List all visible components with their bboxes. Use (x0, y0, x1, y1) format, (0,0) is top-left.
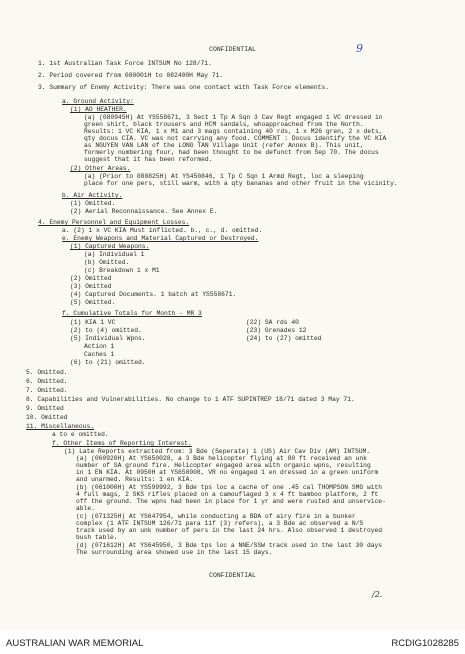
text-line: 8. Capabilities and Vulnerabilities. No change to 1 ATF SUPINTREP 18/71 dated 3 May 71. (26, 396, 355, 403)
text-line: 9. Omitted (26, 405, 64, 412)
text-line: (b) (061000H) At YS599992, 3 Bde tps loc a cache of one .45 cal THOMPSON SMG with (76, 484, 383, 491)
text-line: (1) Captured Weapons. (70, 243, 150, 250)
text-line: in 1 EN KIA. At 0950H at YS658008, VR no engaged 1 en dressed in a green uniform (76, 469, 379, 476)
text-line: (b) Omitted. (84, 259, 130, 266)
text-line: (1) Late Reports extracted from: 3 Bde (Seperate) 1 (US) Air Cav Div (AM) INTSUM. (64, 448, 371, 455)
text-line: (a) (060920H) At YS650028, a 3 Bde helicopter flying at 80 ft received an unk (76, 455, 367, 462)
text-line: able. (76, 505, 95, 512)
text-line: (c) Breakdown 1 x M1 (84, 267, 160, 274)
text-line: Action 1 (84, 343, 115, 350)
text-line: (22) SA rds 40 (246, 319, 299, 326)
text-line: a. (2) 1 x VC KIA Must inflicted. b., c., d. omitted. (62, 227, 263, 234)
footer-bar (0, 630, 465, 654)
text-line: (2) Omitted (70, 275, 112, 282)
text-line: (a) (080945H) At YS558671, 3 Sect 1 Tp A Sqn 3 Cav Regt engaged 1 VC dressed in (84, 114, 383, 121)
text-line: 5. Omitted. (26, 369, 68, 376)
text-line: 1. 1st Australian Task Force INTSUM No 128/71. (38, 60, 212, 67)
text-line: track used by an unk number of pers in the last 24 hrs. Also observed 1 destroyed (76, 527, 383, 534)
text-line: (a) Individual 1 (84, 251, 145, 258)
text-line: (24) to (27) omitted (246, 335, 322, 342)
text-line: f. Other Items of Reporting Interest. (52, 440, 192, 447)
text-line: 7. Omitted. (26, 387, 68, 394)
text-line: off the ground. The wpns had been in place for 1 yr and were rusted and unservice- (76, 498, 386, 505)
text-line: (5) Omitted. (70, 299, 116, 306)
classification-bottom: CONFIDENTIAL (209, 572, 256, 579)
text-line: 2. Period covered from 080001H to 082400H May 71. (38, 72, 224, 79)
text-line: and unarmed. Results: 1 en KIA. (76, 476, 194, 483)
text-line: b. Air Activity. (62, 192, 123, 199)
text-line: (5) Individual Wpns. (70, 335, 146, 342)
text-line: (1) AO HEATHER. (70, 106, 127, 113)
text-line: (d) (071612H) At YS645950, 3 Bde tps loc a NNE/SSW track used in the last 30 days (76, 542, 383, 549)
text-line: qty docus CIA. VC was not carrying any food. COMMENT : Docus identify the VC KIA (84, 135, 387, 142)
text-line: (1) KIA 1 VC (70, 319, 116, 326)
text-line: Caches 1 (84, 351, 115, 358)
text-line: (2) to (4) omitted. (70, 327, 142, 334)
classification-top: CONFIDENTIAL (209, 46, 256, 53)
text-line: 10. Omitted (26, 414, 68, 421)
page-number: /2. (372, 590, 383, 599)
text-line: number of SA ground fire. Helicopter engaged area with organic wpns, resulting (76, 462, 371, 469)
text-line: 4 full mags, 2 SKS rifles placed on a camouflaged 3 x 4 ft bamboo platform, 2 ft (76, 491, 379, 498)
text-line: suggest that it has been reformed. (84, 156, 213, 163)
text-line: (1) Omitted. (70, 200, 116, 207)
text-line: (2) Other Areas. (70, 165, 131, 172)
text-line: 6. Omitted. (26, 378, 68, 385)
text-line: a to e omitted. (52, 431, 109, 438)
text-line: (a) (Prior to 080825H) At YS450846, 1 Tp C Sqn 1 Armd Regt, loc a sleeping (84, 173, 364, 180)
text-line: (c) (071325H) At YS647954, while conducting a BDA of airy fire in a bunker (76, 513, 356, 520)
text-line: as NGUYEN VAN LAN of the LONG TAN Village Unit (refer Annex B). This unit, (84, 142, 364, 149)
text-line: place for one pers, still warm, with a qty bananas and other fruit in the vicinity. (84, 180, 398, 187)
text-line: Results: 1 VC KIA, 1 x M1 and 3 mags containing 40 rds, 1 x M26 gren, 2 x dets, (84, 128, 383, 135)
text-line: (2) Aerial Reconnaissance. See Annex E. (70, 208, 218, 215)
handwritten-page-mark: 9 (356, 42, 363, 55)
text-line: 4. Enemy Personnel and Equipment Losses. (38, 219, 190, 226)
text-line: formerly numbering four, had been thought to be defunct from Sep 70. The docus (84, 149, 379, 156)
text-line: f. Cumulative Totals for Month - MR 3 (62, 310, 202, 317)
text-line: e. Enemy Weapons and Material Captured or Destroyed. (62, 235, 259, 242)
footer-source: AUSTRALIAN WAR MEMORIAL (6, 638, 144, 649)
text-line: bush table. (76, 534, 118, 541)
text-line: 3. Summary of Enemy Activity: There was one contact with Task Force elements. (38, 84, 329, 91)
text-line: green shirt, black trousers and HCM sandals, whoapproached from the North. (84, 121, 364, 128)
text-line: (23) Grenades 12 (246, 327, 307, 334)
text-line: (4) Captured Documents. 1 batch at YS558671. (70, 291, 237, 298)
footer-reference: RCDIG1028285 (391, 638, 459, 649)
text-line: a. Ground Activity: (62, 98, 134, 105)
text-line: complex (1 ATF INTSUM 126/71 para 11f (3) refers), a 3 Bde ac observed a N/S (76, 520, 364, 527)
text-line: 11. Miscellaneous. (26, 423, 95, 430)
text-line: (6) to (21) omitted. (70, 359, 146, 366)
text-line: (3) Omitted (70, 283, 112, 290)
text-line: The surrounding area showed use in the last 15 days. (76, 549, 273, 556)
